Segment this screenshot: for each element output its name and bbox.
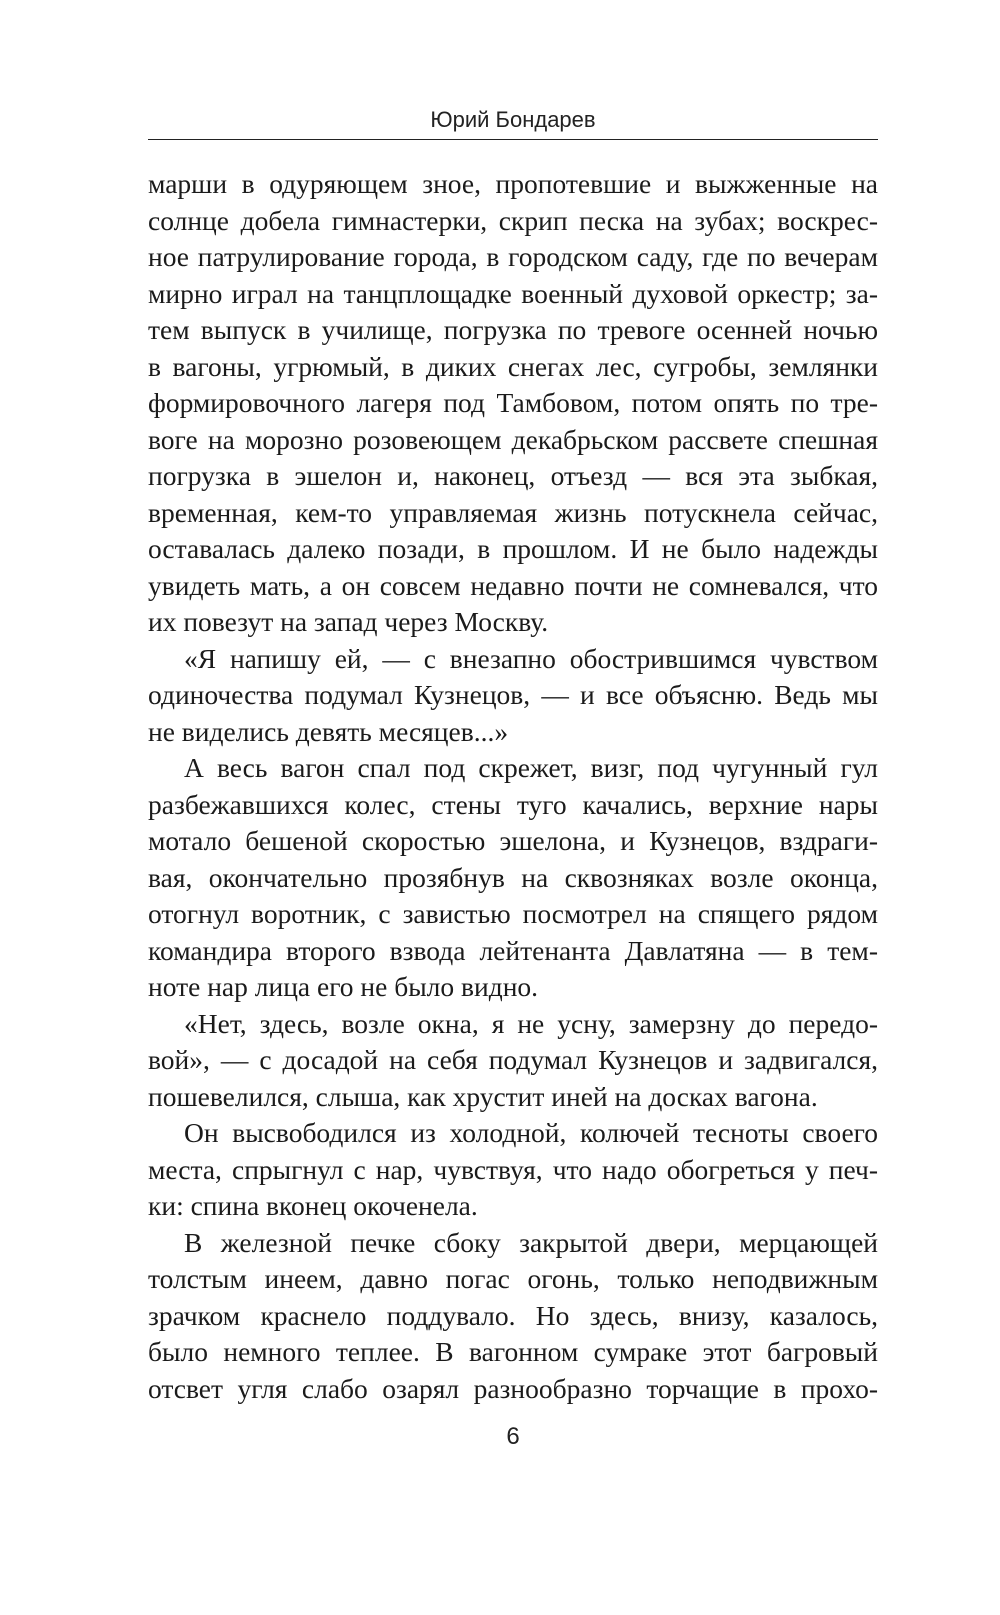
- paragraph: [148, 1115, 878, 1225]
- text-line: не виделись девять месяцев...»: [148, 715, 509, 747]
- text-line: вой», — с досадой на себя подумал Кузнецов и задвигался,: [148, 1044, 878, 1075]
- text-line: формировочного лагеря под Тамбовом, потом опять по тре-: [148, 387, 878, 418]
- text-line: воге на морозно розовеющем декабрьском рассвете спешная: [148, 423, 878, 455]
- text-line: «Я напишу ей, — с внезапно обострившимся чувством: [184, 642, 878, 674]
- text-line: отогнул воротник, с завистью посмотрел на спящего рядом: [148, 898, 878, 929]
- text-line: ное патрулирование города, в городском саду, где по вечерам: [148, 241, 878, 272]
- paragraph: [148, 166, 878, 641]
- text-line: погрузка в эшелон и, наконец, отъезд — вся эта зыбкая,: [148, 460, 878, 491]
- text-line: было немного теплее. В вагонном сумраке этот багровый: [148, 1336, 878, 1367]
- text-line: увидеть мать, а он совсем недавно почти не сомневался, что: [148, 569, 878, 601]
- text-line: вая, окончательно прозябнув на сквозняках возле оконца,: [148, 861, 878, 893]
- text-line: отсвет угля слабо озарял разнообразно торчащие в прохо-: [148, 1372, 878, 1404]
- text-line: командира второго взвода лейтенанта Давлатяна — в тем-: [148, 934, 878, 966]
- paragraph: [148, 750, 878, 1006]
- text-line: солнце добела гимнастерки, скрип песка на зубах; воскрес-: [148, 204, 878, 236]
- text-line: временная, кем-то управляемая жизнь потускнела сейчас,: [148, 496, 878, 528]
- paragraph: [148, 1006, 878, 1116]
- text-line: мотало бешеной скоростью эшелона, и Кузнецов, вздраги-: [148, 825, 878, 856]
- text-line: толстым инеем, давно погас огонь, только неподвижным: [148, 1263, 878, 1294]
- text-line: «Нет, здесь, возле окна, я не усну, замерзну до передо-: [184, 1007, 878, 1039]
- paragraph: [148, 641, 878, 751]
- text-line: мирно играл на танцплощадке военный духовой оркестр; за-: [148, 277, 878, 309]
- page-number: 6: [506, 1423, 520, 1450]
- text-line: места, спрыгнул с нар, чувствуя, что надо обогреться у печ-: [148, 1153, 878, 1185]
- header-rule: [148, 139, 878, 140]
- text-line: ноте нар лица его не было видно.: [148, 971, 539, 1002]
- paragraph: [148, 1225, 878, 1408]
- text-line: оставалась далеко позади, в прошлом. И не было надежды: [148, 533, 878, 564]
- text-line: А весь вагон спал под скрежет, визг, под чугунный гул: [184, 752, 878, 783]
- text-line: ки: спина вконец окоченела.: [148, 1190, 478, 1221]
- text-line: разбежавшихся колес, стены туго качались, верхние нары: [148, 788, 878, 820]
- body-text: [148, 166, 878, 1407]
- text-line: Он высвободился из холодной, колючей тесноты своего: [184, 1117, 878, 1148]
- text-line: В железной печке сбоку закрытой двери, мерцающей: [184, 1226, 878, 1258]
- text-line: тем выпуск в училище, погрузка по тревоге осенней ночью: [148, 314, 878, 345]
- text-line: одиночества подумал Кузнецов, — и все объясню. Ведь мы: [148, 679, 878, 710]
- text-line: в вагоны, угрюмый, в диких снегах лес, сугробы, землянки: [148, 350, 878, 382]
- running-head-author: Юрий Бондарев: [430, 107, 596, 132]
- text-line: марши в одуряющем зное, пропотевшие и выжженные на: [148, 168, 878, 199]
- text-line: пошевелился, слыша, как хрустит иней на досках вагона.: [148, 1080, 818, 1112]
- text-line: их повезут на запад через Москву.: [148, 606, 549, 637]
- text-line: зрачком краснело поддувало. Но здесь, внизу, казалось,: [148, 1299, 878, 1331]
